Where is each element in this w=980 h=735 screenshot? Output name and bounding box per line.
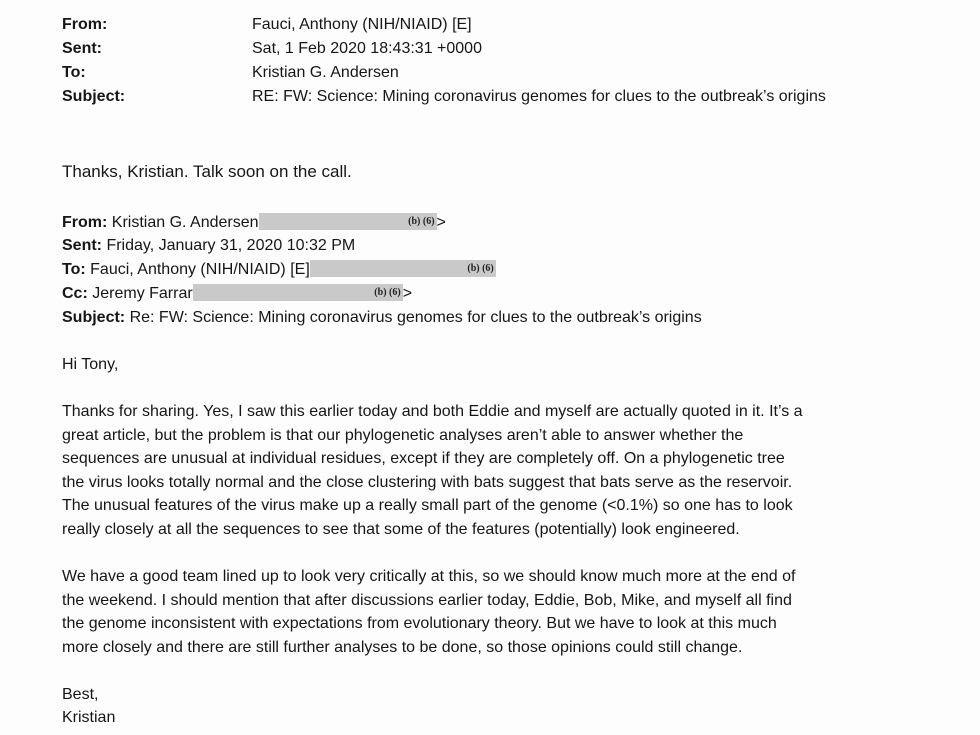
outer-subject-row — [62, 86, 826, 108]
paragraph-line: The unusual features of the virus make up a really small part of the genome (<0.1%) so one has to look — [62, 497, 793, 515]
outer-to-row — [62, 62, 399, 84]
outer-to-label: To: — [62, 64, 86, 81]
redaction-code: (b) (6) — [408, 216, 435, 227]
outer-sent-row — [62, 38, 482, 60]
outer-to-value: Kristian G. Andersen — [252, 64, 399, 81]
quoted-sent-value: Friday, January 31, 2020 10:32 PM — [106, 237, 356, 254]
quoted-to-label: To: — [62, 261, 86, 278]
quoted-cc-suffix: > — [402, 285, 413, 302]
body-paragraph-2 — [62, 565, 942, 659]
greeting: Hi Tony, — [62, 356, 119, 373]
redaction-code: (b) (6) — [374, 287, 401, 298]
closing: Best, — [62, 686, 99, 703]
paragraph-line: really closely at all the sequences to see that some of the features (potentially) look engineered. — [62, 520, 740, 538]
outer-from-label: From: — [62, 16, 108, 33]
paragraph-line: great article, but the problem is that our phylogenetic analyses aren’t able to answer whether the — [62, 426, 744, 444]
paragraph-line: more closely and there are still further analyses to be done, so those opinions could still change. — [62, 638, 743, 656]
quoted-cc-value: Jeremy Farrar — [92, 285, 193, 302]
quoted-from-label: From: — [62, 214, 108, 231]
quoted-from-value: Kristian G. Andersen — [111, 214, 259, 231]
redaction-box — [259, 213, 437, 230]
paragraph-line: the weekend. I should mention that after discussions earlier today, Eddie, Bob, Mike, and myself all find — [62, 591, 792, 609]
quoted-cc-row — [62, 283, 412, 305]
paragraph-line: the virus looks totally normal and the close clustering with bats suggest that bats serve as the reservoir. — [62, 473, 793, 491]
paragraph-line: the genome inconsistent with expectations from evolutionary theory. But we have to look at this much — [62, 615, 777, 633]
outer-subject-label: Subject: — [62, 88, 126, 105]
quoted-sent-row — [62, 235, 355, 257]
signature: Kristian — [62, 709, 116, 726]
outer-sent-label: Sent: — [62, 40, 102, 57]
outer-sent-value: Sat, 1 Feb 2020 18:43:31 +0000 — [252, 40, 482, 57]
quoted-subject-value: Re: FW: Science: Mining coronavirus genomes for clues to the outbreak’s origins — [129, 309, 702, 326]
quoted-to-value: Fauci, Anthony (NIH/NIAID) [E] — [90, 261, 310, 278]
outer-from-value: Fauci, Anthony (NIH/NIAID) [E] — [252, 16, 472, 33]
redaction-box — [310, 260, 496, 277]
quoted-from-suffix: > — [436, 214, 446, 231]
quoted-subject-label: Subject: — [62, 309, 126, 326]
quoted-cc-label: Cc: — [62, 285, 88, 302]
body-paragraph-1 — [62, 400, 942, 542]
quoted-sent-label: Sent: — [62, 237, 102, 254]
reply-text: Thanks, Kristian. Talk soon on the call. — [62, 162, 352, 181]
outer-subject-value: RE: FW: Science: Mining coronavirus genomes for clues to the outbreak’s origins — [252, 88, 826, 105]
paragraph-line: Thanks for sharing. Yes, I saw this earlier today and both Eddie and myself are actually quoted in it. It’s a — [62, 403, 803, 420]
quoted-from-row — [62, 212, 446, 234]
quoted-to-row — [62, 259, 496, 281]
paragraph-line: sequences are unusual at individual residues, except if they are completely off. On a phylogenetic tree — [62, 450, 785, 468]
quoted-subject-row — [62, 307, 702, 329]
outer-from-row — [62, 14, 472, 36]
paragraph-line: We have a good team lined up to look very critically at this, so we should know much more at the end of — [62, 568, 796, 585]
redaction-code: (b) (6) — [467, 263, 494, 274]
redaction-box — [193, 284, 403, 301]
